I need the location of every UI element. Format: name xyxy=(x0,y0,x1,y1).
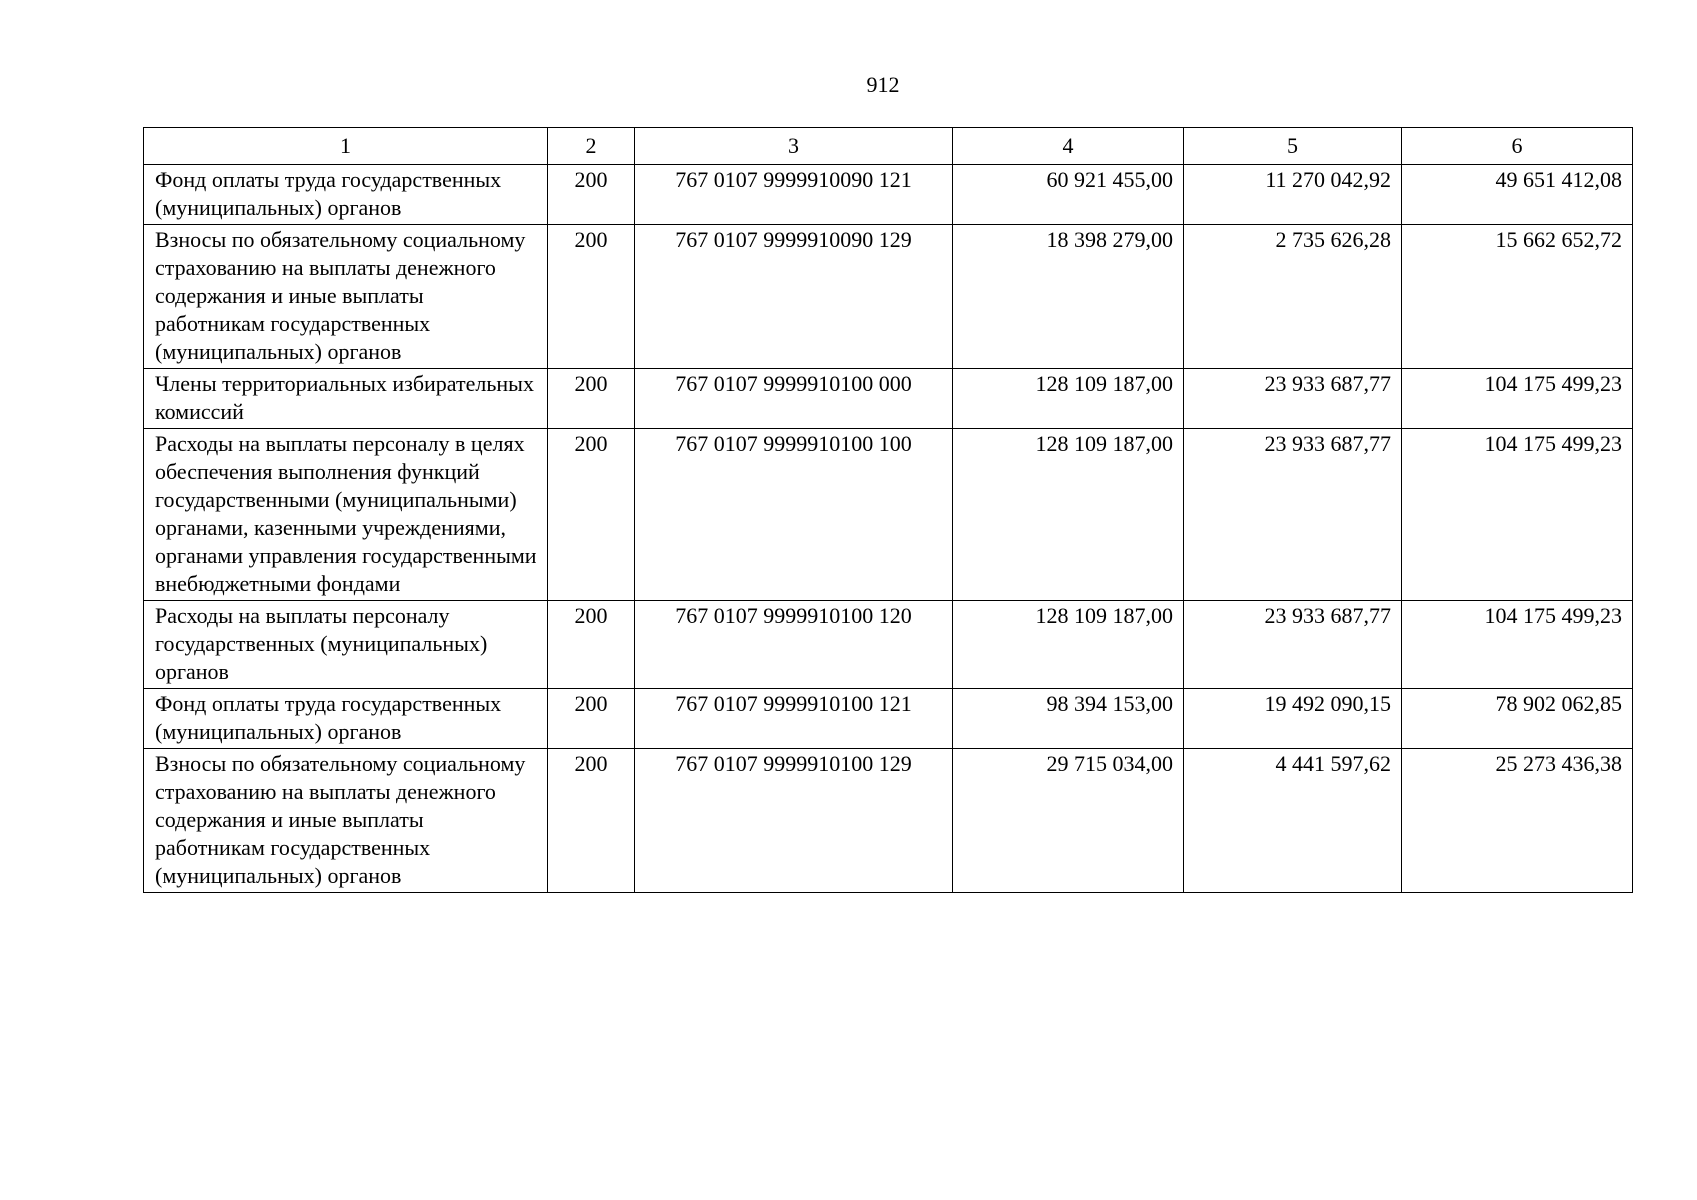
header-row xyxy=(144,128,1633,165)
table-row xyxy=(144,689,1633,749)
row-admin-code: 200 xyxy=(548,689,635,749)
row-classification-code: 767 0107 9999910100 129 xyxy=(635,749,953,893)
row-classification-code: 767 0107 9999910100 000 xyxy=(635,369,953,429)
header-col-1: 1 xyxy=(144,128,548,165)
header-col-4: 4 xyxy=(953,128,1184,165)
row-unexecuted-amount: 104 175 499,23 xyxy=(1402,369,1633,429)
row-approved-amount: 128 109 187,00 xyxy=(953,429,1184,601)
row-admin-code: 200 xyxy=(548,225,635,369)
header-col-3: 3 xyxy=(635,128,953,165)
row-name: Расходы на выплаты персоналу в целях обеспечения выполнения функций государственными (муниципальными) органами, казенными учреждениями, органами управления государственными внебюджетными фондами xyxy=(144,429,548,601)
row-name: Взносы по обязательному социальному страхованию на выплаты денежного содержания и иные выплаты работникам государственных (муниципальных) органов xyxy=(144,749,548,893)
row-classification-code: 767 0107 9999910100 120 xyxy=(635,601,953,689)
row-unexecuted-amount: 15 662 652,72 xyxy=(1402,225,1633,369)
row-name: Фонд оплаты труда государственных (муниципальных) органов xyxy=(144,689,548,749)
row-admin-code: 200 xyxy=(548,601,635,689)
table-row xyxy=(144,429,1633,601)
row-classification-code: 767 0107 9999910090 121 xyxy=(635,165,953,225)
row-unexecuted-amount: 78 902 062,85 xyxy=(1402,689,1633,749)
row-executed-amount: 19 492 090,15 xyxy=(1184,689,1402,749)
table-row xyxy=(144,601,1633,689)
row-executed-amount: 23 933 687,77 xyxy=(1184,429,1402,601)
row-unexecuted-amount: 25 273 436,38 xyxy=(1402,749,1633,893)
row-approved-amount: 60 921 455,00 xyxy=(953,165,1184,225)
table-row xyxy=(144,165,1633,225)
header-col-2: 2 xyxy=(548,128,635,165)
row-approved-amount: 98 394 153,00 xyxy=(953,689,1184,749)
table-row xyxy=(144,749,1633,893)
row-name: Взносы по обязательному социальному страхованию на выплаты денежного содержания и иные выплаты работникам государственных (муниципальных) органов xyxy=(144,225,548,369)
budget-table xyxy=(143,127,1633,893)
row-executed-amount: 4 441 597,62 xyxy=(1184,749,1402,893)
row-executed-amount: 2 735 626,28 xyxy=(1184,225,1402,369)
row-classification-code: 767 0107 9999910090 129 xyxy=(635,225,953,369)
row-executed-amount: 23 933 687,77 xyxy=(1184,601,1402,689)
row-admin-code: 200 xyxy=(548,165,635,225)
row-classification-code: 767 0107 9999910100 100 xyxy=(635,429,953,601)
table-header xyxy=(144,128,1633,165)
row-name: Расходы на выплаты персоналу государственных (муниципальных) органов xyxy=(144,601,548,689)
table-body xyxy=(144,165,1633,893)
row-name: Члены территориальных избирательных комиссий xyxy=(144,369,548,429)
row-approved-amount: 29 715 034,00 xyxy=(953,749,1184,893)
row-unexecuted-amount: 104 175 499,23 xyxy=(1402,429,1633,601)
header-col-5: 5 xyxy=(1184,128,1402,165)
row-approved-amount: 18 398 279,00 xyxy=(953,225,1184,369)
page-number: 912 xyxy=(866,72,900,97)
row-executed-amount: 23 933 687,77 xyxy=(1184,369,1402,429)
row-approved-amount: 128 109 187,00 xyxy=(953,369,1184,429)
row-executed-amount: 11 270 042,92 xyxy=(1184,165,1402,225)
row-name: Фонд оплаты труда государственных (муниципальных) органов xyxy=(144,165,548,225)
header-col-6: 6 xyxy=(1402,128,1633,165)
row-admin-code: 200 xyxy=(548,429,635,601)
table-row xyxy=(144,225,1633,369)
row-admin-code: 200 xyxy=(548,369,635,429)
row-admin-code: 200 xyxy=(548,749,635,893)
row-unexecuted-amount: 104 175 499,23 xyxy=(1402,601,1633,689)
table-row xyxy=(144,369,1633,429)
row-approved-amount: 128 109 187,00 xyxy=(953,601,1184,689)
row-unexecuted-amount: 49 651 412,08 xyxy=(1402,165,1633,225)
row-classification-code: 767 0107 9999910100 121 xyxy=(635,689,953,749)
